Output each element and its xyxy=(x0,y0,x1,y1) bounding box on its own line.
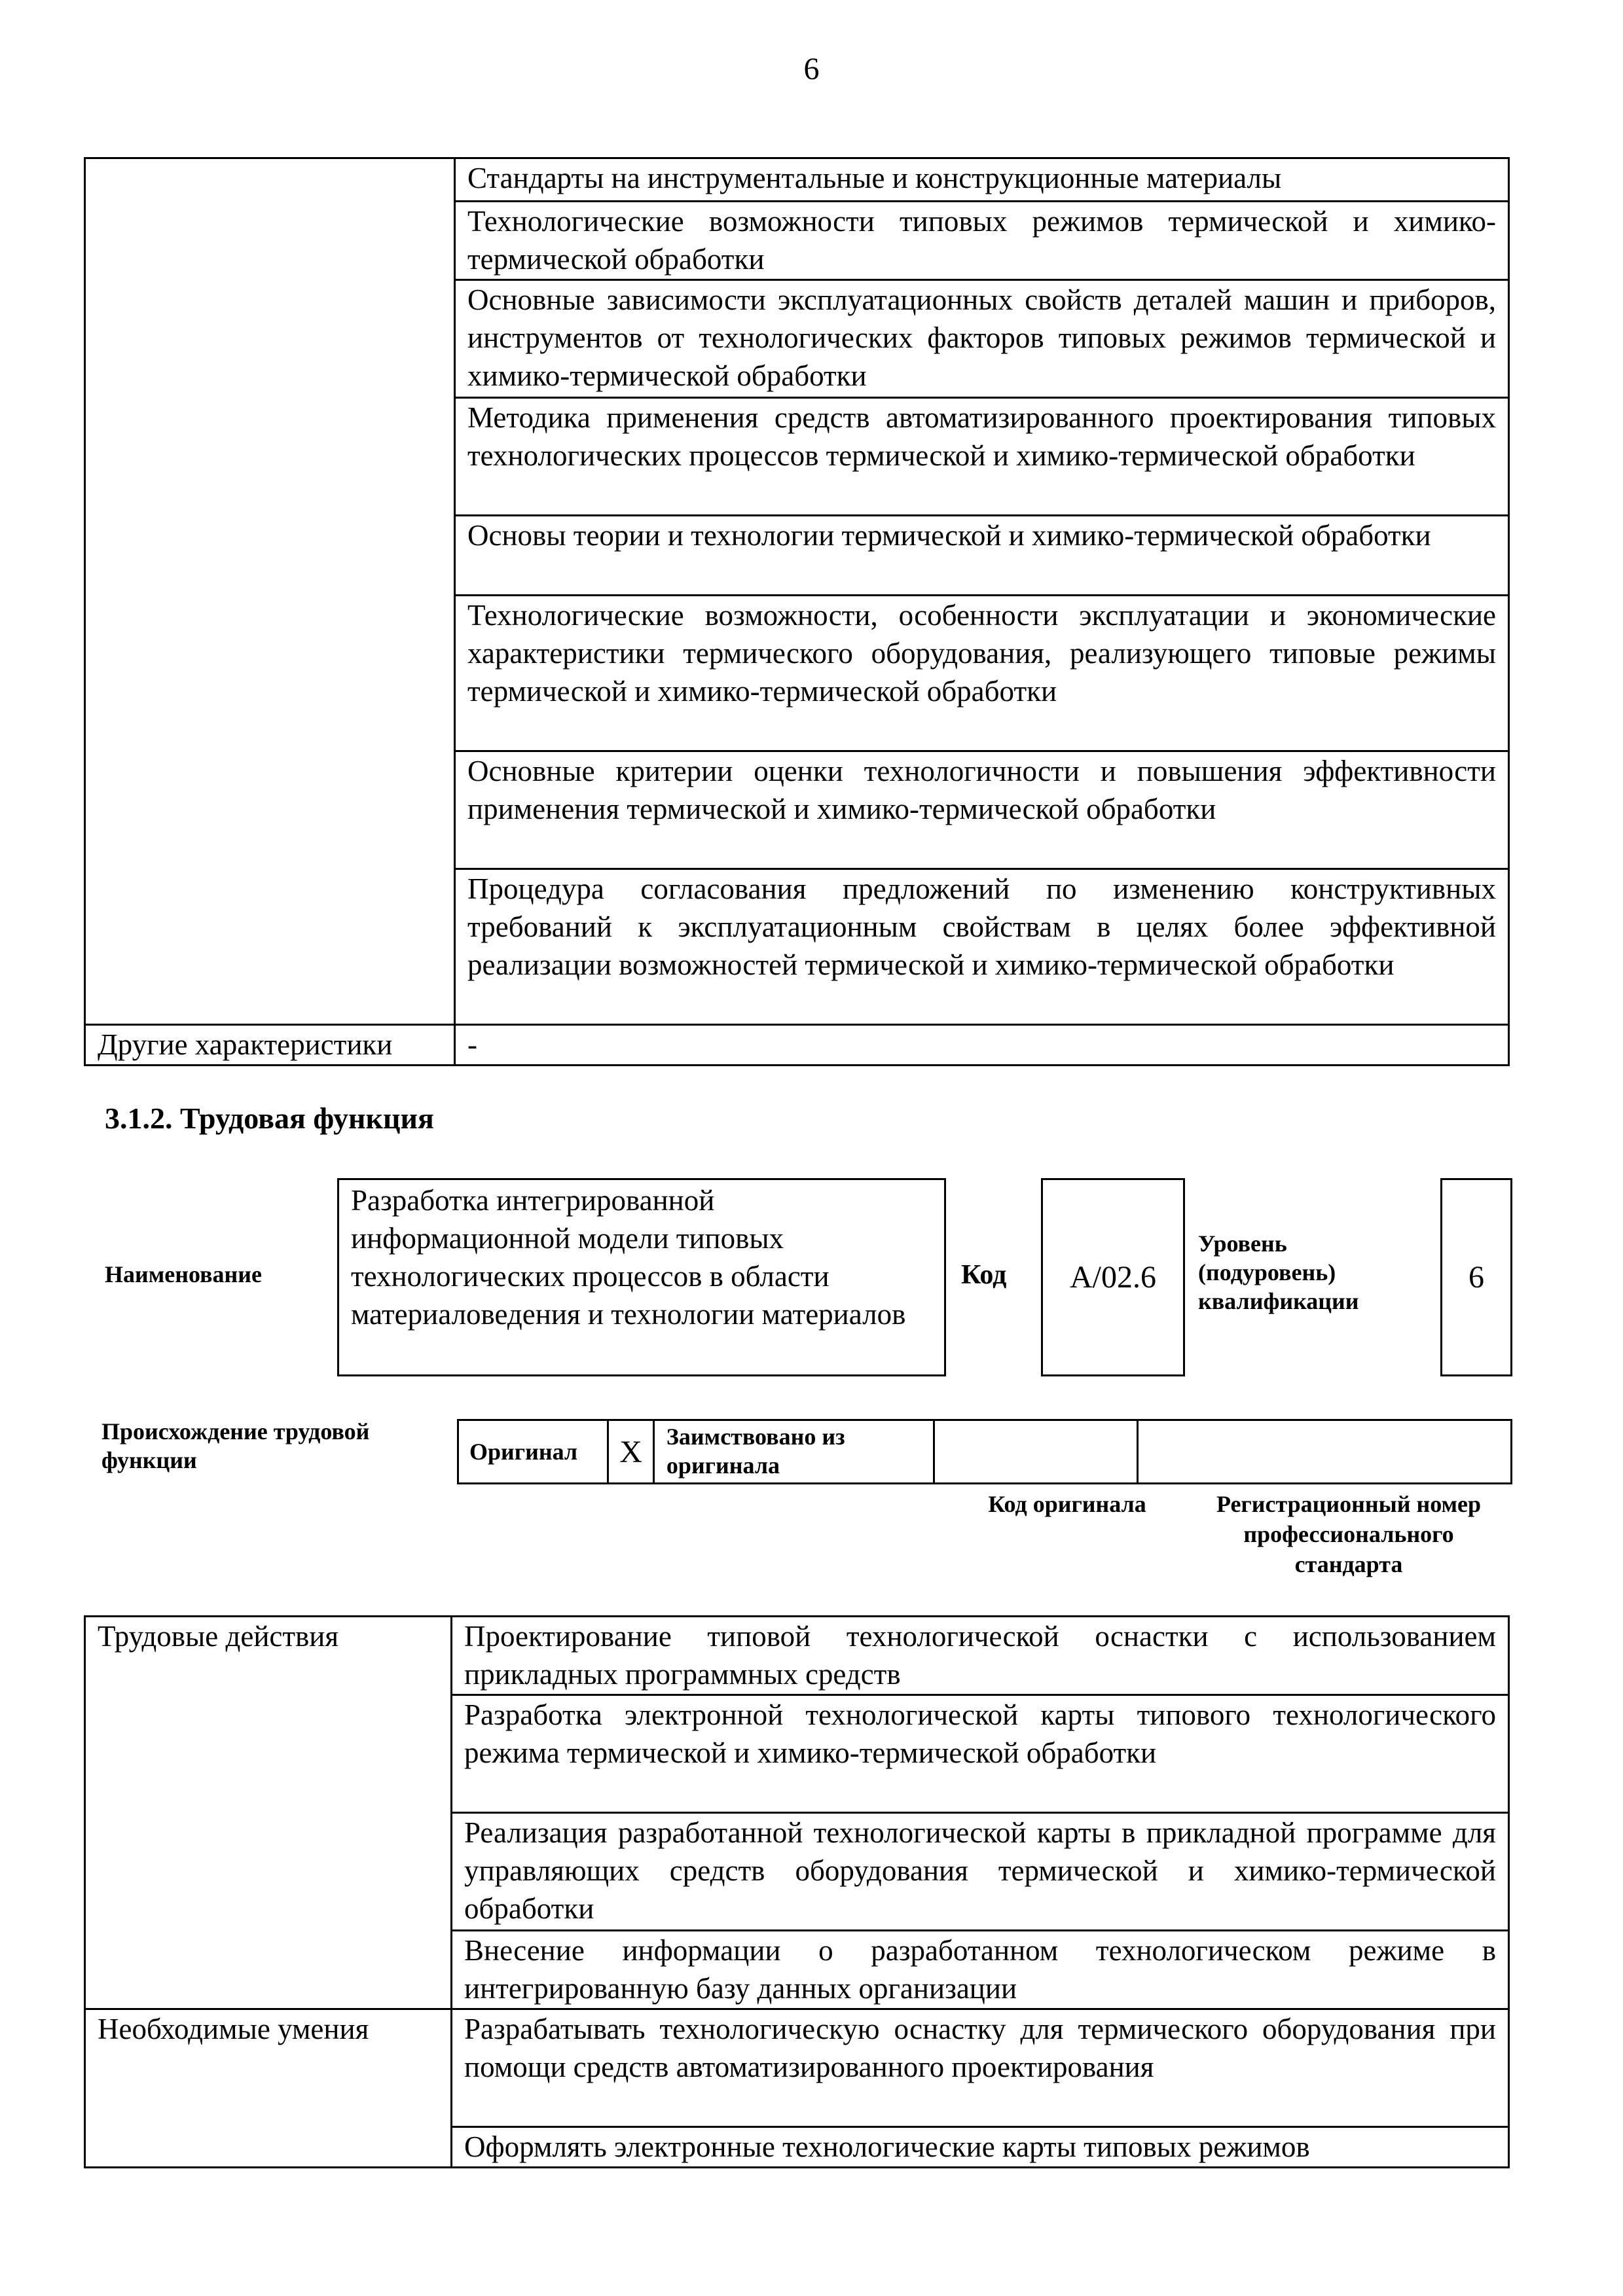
other-characteristics-label: Другие характеристики xyxy=(85,1025,455,1066)
knowledge-item: Основные критерии оценки технологичности и повышения эффективности применения термической и химико-термической обработки xyxy=(455,751,1509,869)
skill-item: Разрабатывать технологическую оснастку для термического оборудования при помощи средств автоматизированного проектирования xyxy=(452,2009,1509,2127)
code-original-cell xyxy=(935,1421,1139,1482)
qualification-level-value: 6 xyxy=(1440,1178,1512,1376)
skills-label: Необходимые умения xyxy=(85,2009,452,2168)
action-item: Разработка электронной технологической карты типового технологического режима термической и химико-термической обработки xyxy=(452,1695,1509,1813)
knowledge-table xyxy=(84,157,1510,1066)
original-mark: X xyxy=(609,1421,655,1482)
other-characteristics-value: - xyxy=(455,1025,1509,1066)
knowledge-label-cell xyxy=(85,158,455,1025)
knowledge-item: Технологические возможности, особенности эксплуатации и экономические характеристики термического оборудования, реализующего типовые режимы термической и химико-термической обработки xyxy=(455,596,1509,751)
knowledge-item: Технологические возможности типовых режимов термической и химико-термической обработки xyxy=(455,202,1509,280)
action-item: Реализация разработанной технологической карты в прикладной программе для управляющих средств оборудования термической и химико-термической обработки xyxy=(452,1813,1509,1931)
knowledge-item: Стандарты на инструментальные и конструкционные материалы xyxy=(455,158,1509,202)
original-label: Оригинал xyxy=(469,1439,578,1465)
borrowed-label: Заимствовано из оригинала xyxy=(666,1424,845,1479)
knowledge-item: Процедура согласования предложений по изменению конструктивных требований к эксплуатационным свойствам в целях более эффективной реализации возможностей термической и химико-термической обработки xyxy=(455,869,1509,1025)
action-item: Проектирование типовой технологической оснастки с использованием прикладных программных средств xyxy=(452,1617,1509,1695)
page-number: 6 xyxy=(803,52,820,86)
skill-item: Оформлять электронные технологические карты типовых режимов xyxy=(452,2127,1509,2168)
origin-row xyxy=(457,1419,1512,1484)
reg-number-cell xyxy=(1139,1421,1510,1482)
origin-label: Происхождение трудовой функции xyxy=(101,1418,370,1473)
code-original-caption: Код оригинала xyxy=(988,1491,1146,1517)
actions-table xyxy=(84,1615,1510,2168)
code-label: Код xyxy=(961,1260,1007,1290)
code-value: A/02.6 xyxy=(1041,1178,1185,1376)
qualification-level-label: Уровень (подуровень) квалификации xyxy=(1198,1230,1359,1314)
name-label: Наименование xyxy=(105,1261,262,1287)
knowledge-item: Основы теории и технологии термической и химико-термической обработки xyxy=(455,516,1509,596)
knowledge-item: Методика применения средств автоматизированного проектирования типовых технологических процессов термической и химико-термической обработки xyxy=(455,398,1509,516)
actions-label: Трудовые действия xyxy=(85,1617,452,2009)
action-item: Внесение информации о разработанном технологическом режиме в интегрированную базу данных организации xyxy=(452,1931,1509,2009)
knowledge-item: Основные зависимости эксплуатационных свойств деталей машин и приборов, инструментов от технологических факторов типовых режимов термической и химико-термической обработки xyxy=(455,280,1509,398)
section-heading: 3.1.2. Трудовая функция xyxy=(105,1102,434,1135)
reg-number-caption: Регистрационный номер профессионального стандарта xyxy=(1216,1491,1482,1577)
function-name-box: Разработка интегрированной информационной модели типовых технологических процессов в области материаловедения и технологии материалов xyxy=(337,1178,946,1376)
